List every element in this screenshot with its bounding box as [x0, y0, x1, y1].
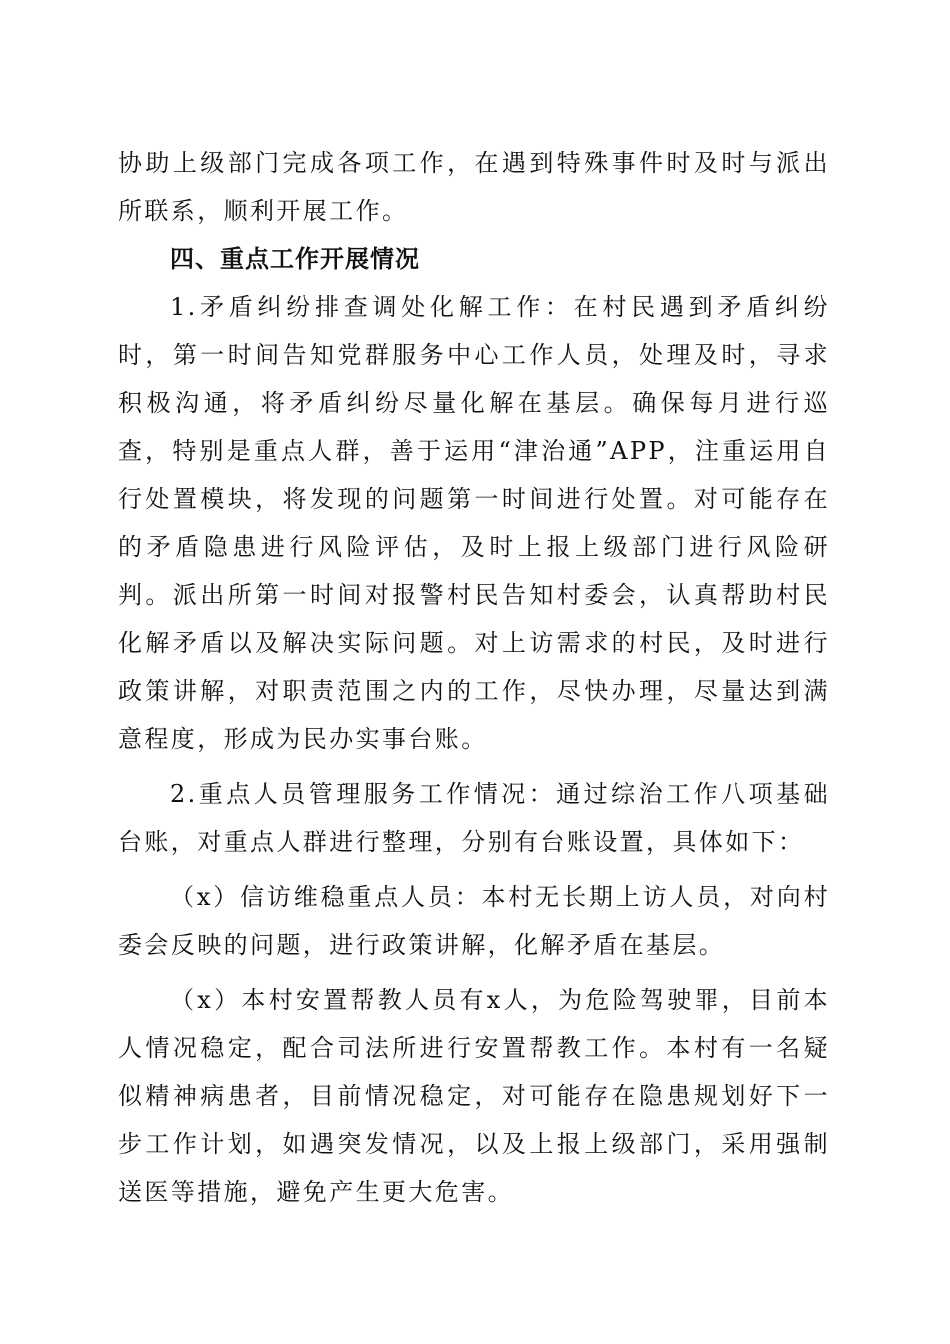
paragraph-petition-personnel: （x）信访维稳重点人员：本村无长期上访人员，对向村委会反映的问题，进行政策讲解，化解矛盾在基层。: [118, 883, 830, 959]
document-body: [118, 139, 830, 1216]
paragraph-key-personnel: 2.重点人员管理服务工作情况：通过综治工作八项基础台账，对重点人群进行整理，分别有台账设置，具体如下：: [118, 780, 830, 856]
intro-continuation-paragraph: 协助上级部门完成各项工作，在遇到特殊事件时及时与派出所联系，顺利开展工作。: [118, 149, 830, 225]
paragraph-resettlement-personnel: （x）本村安置帮教人员有x人，为危险驾驶罪，目前本人情况稳定，配合司法所进行安置帮教工作。本村有一名疑似精神病患者，目前情况稳定，对可能存在隐患规划好下一步工作计划，如遇突发情况，以及上报上级部门，采用强制送医等措施，避免产生更大危害。: [118, 986, 830, 1206]
paragraph-dispute-resolution: 1.矛盾纠纷排查调处化解工作：在村民遇到矛盾纠纷时，第一时间告知党群服务中心工作人员，处理及时，寻求积极沟通，将矛盾纠纷尽量化解在基层。确保每月进行巡查，特别是重点人群，善于运用“津治通”APP，注重运用自行处置模块，将发现的问题第一时间进行处置。对可能存在的矛盾隐患进行风险评估，及时上报上级部门进行风险研判。派出所第一时间对报警村民告知村委会，认真帮助村民化解矛盾以及解决实际问题。对上访需求的村民，及时进行政策讲解，对职责范围之内的工作，尽快办理，尽量达到满意程度，形成为民办实事台账。: [118, 293, 830, 753]
section-heading: 四、重点工作开展情况: [170, 245, 420, 273]
